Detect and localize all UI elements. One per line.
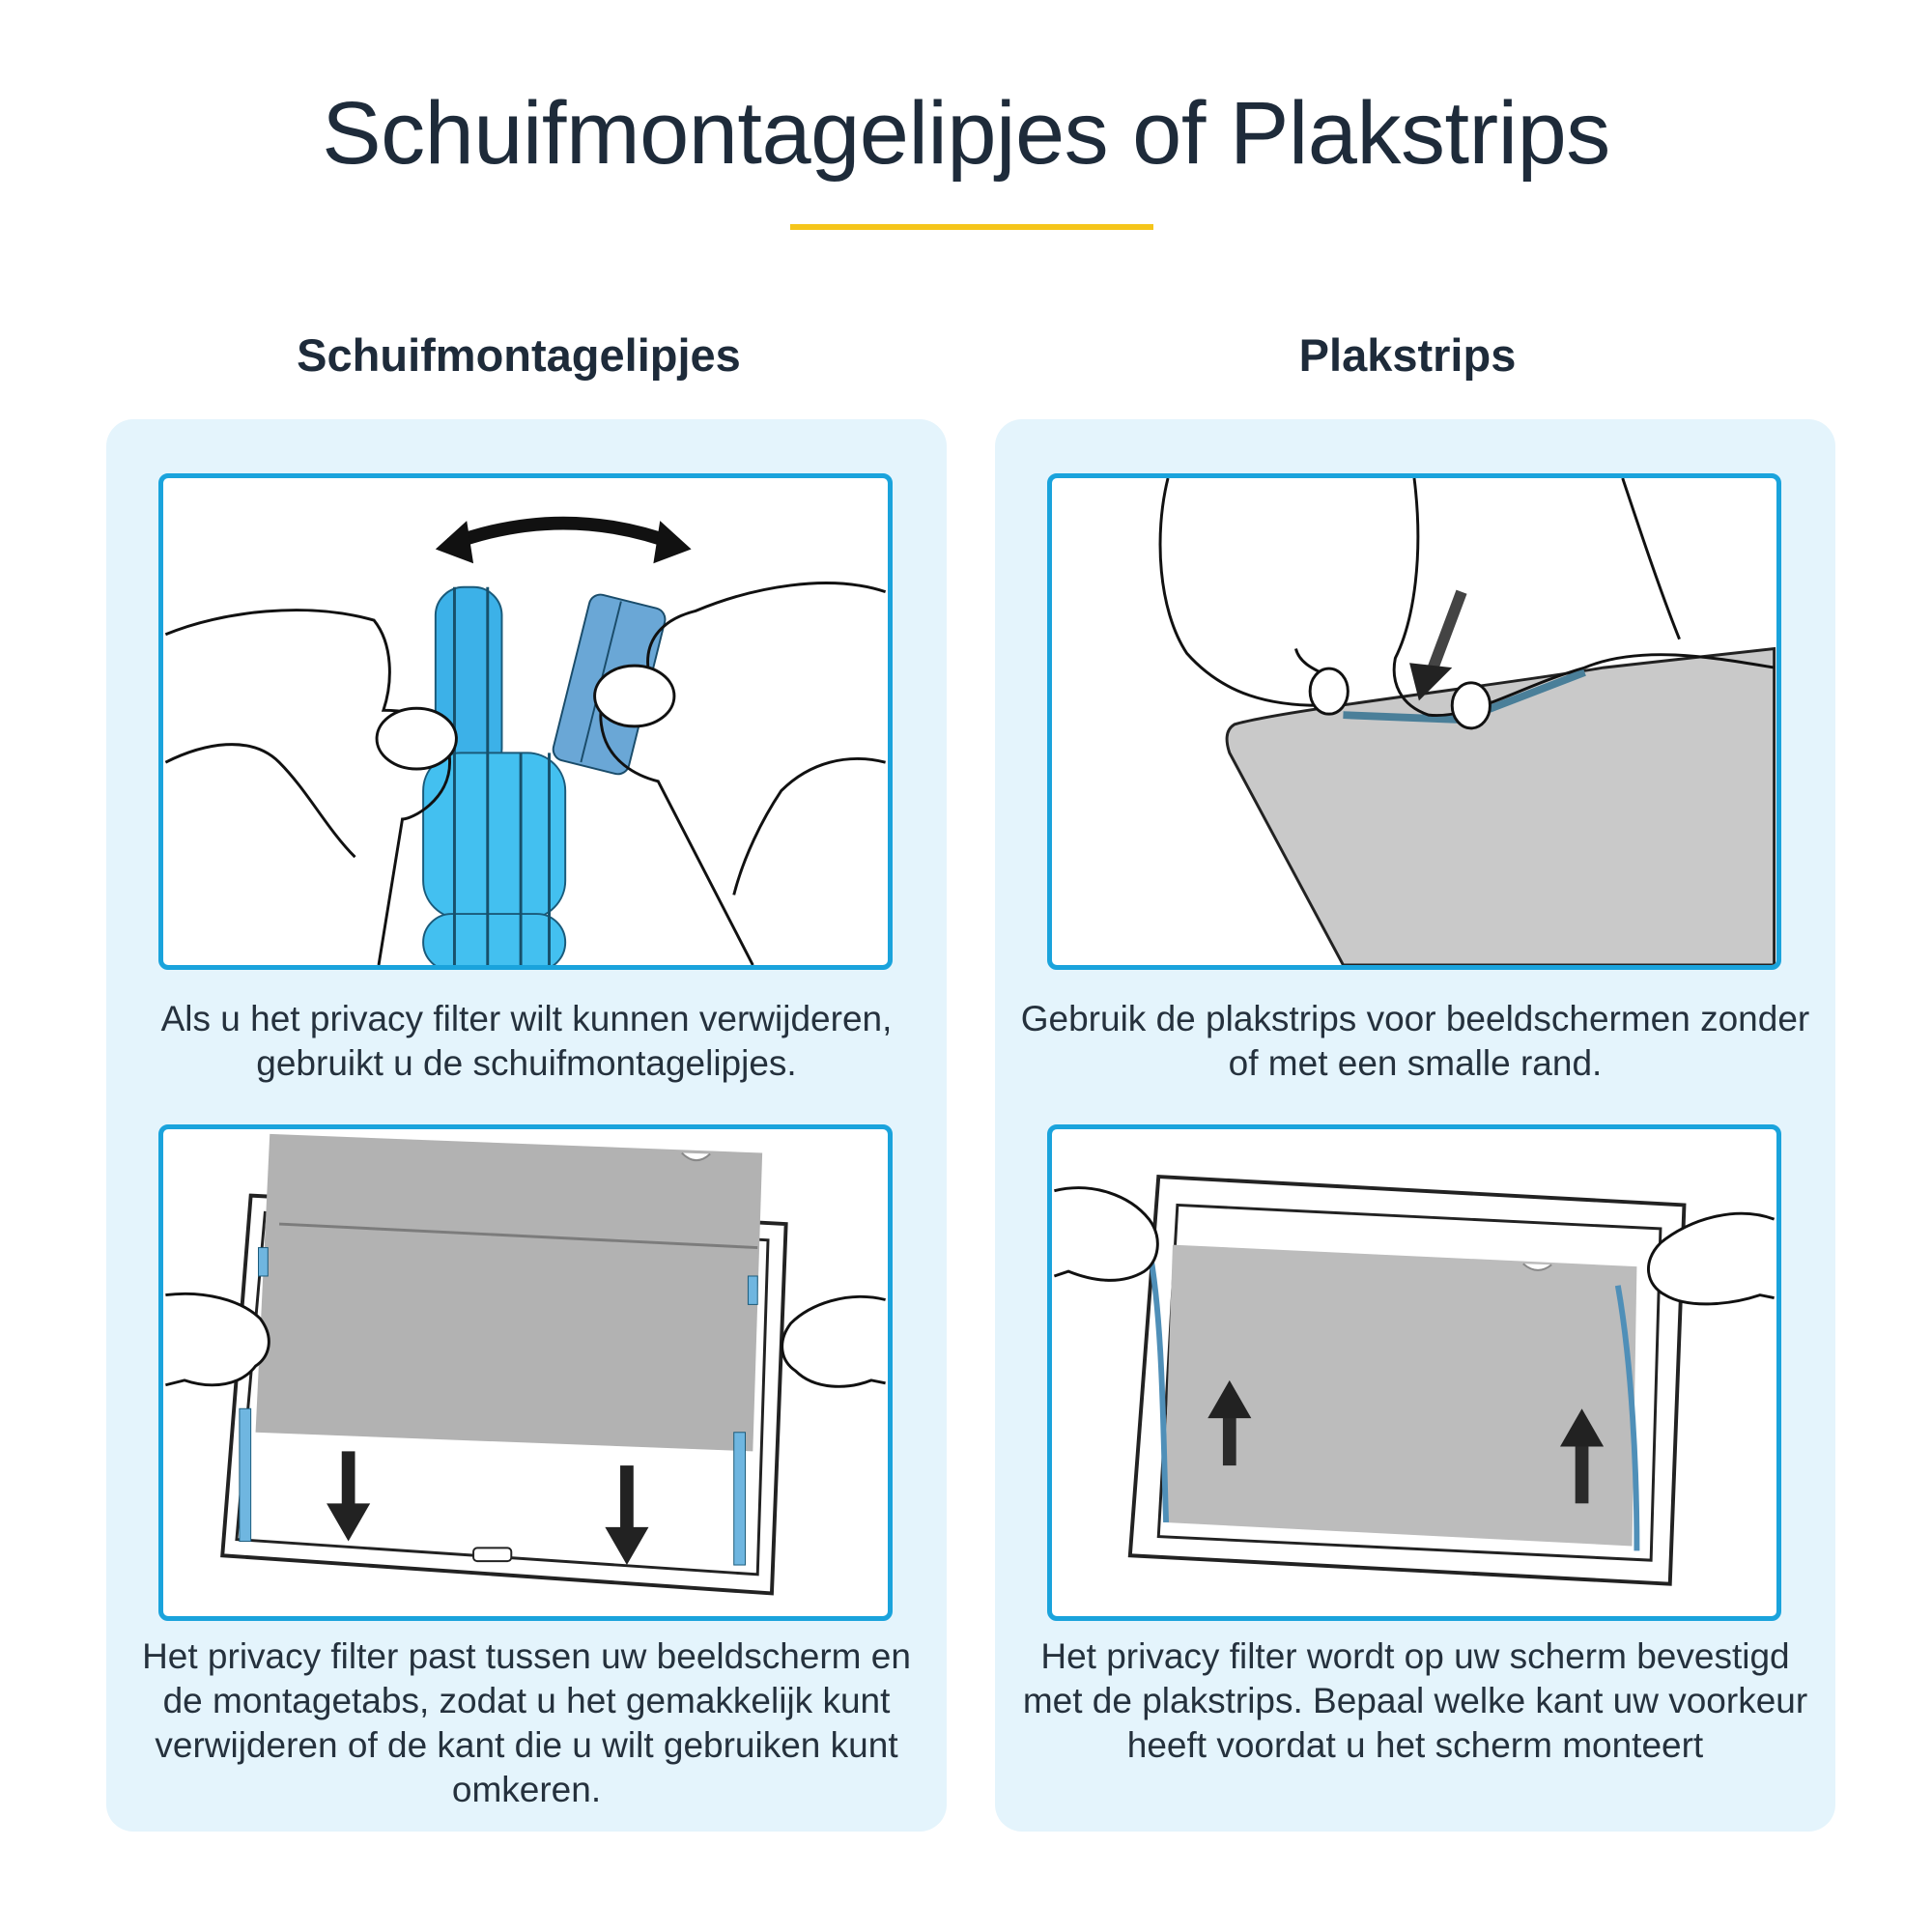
caption-filter-strips: Het privacy filter wordt op uw scherm bevestigd met de plakstrips. Bepaal welke kant uw voorkeur heeft voordat u het scherm monteert: [1022, 1636, 1808, 1765]
filter-into-tabs-illustration: [158, 1124, 893, 1621]
page-title: Schuifmontagelipjes of Plakstrips: [322, 84, 1610, 183]
caption-peeling-strip: Gebruik de plakstrips voor beeldschermen zonder of met een smalle rand.: [1020, 999, 1810, 1083]
peeling-strip-illustration: [1047, 473, 1781, 970]
filter-strips-illustration: [1047, 1124, 1781, 1621]
filter-attached-strips-icon: [1052, 1129, 1776, 1616]
left-panel: [106, 419, 947, 1832]
left-column-heading: Schuifmontagelipjes: [297, 329, 741, 381]
title-underline: [790, 224, 1153, 230]
sliding-tabs-illustration: [158, 473, 893, 970]
right-column-heading: Plakstrips: [1298, 329, 1517, 381]
caption-sliding-tabs: Als u het privacy filter wilt kunnen verwijderen, gebruikt u de schuifmontagelipjes.: [160, 999, 893, 1083]
right-panel: [995, 419, 1835, 1832]
caption-filter-tabs: Het privacy filter past tussen uw beeldscherm en de montagetabs, zodat u het gemakkelijk kunt verwijderen of de kant die u wilt gebruiken kunt omkeren.: [142, 1636, 911, 1809]
filter-sliding-down-icon: [163, 1129, 888, 1616]
hands-sliding-tabs-icon: [163, 478, 888, 965]
hands-peeling-strip-icon: [1052, 478, 1776, 965]
